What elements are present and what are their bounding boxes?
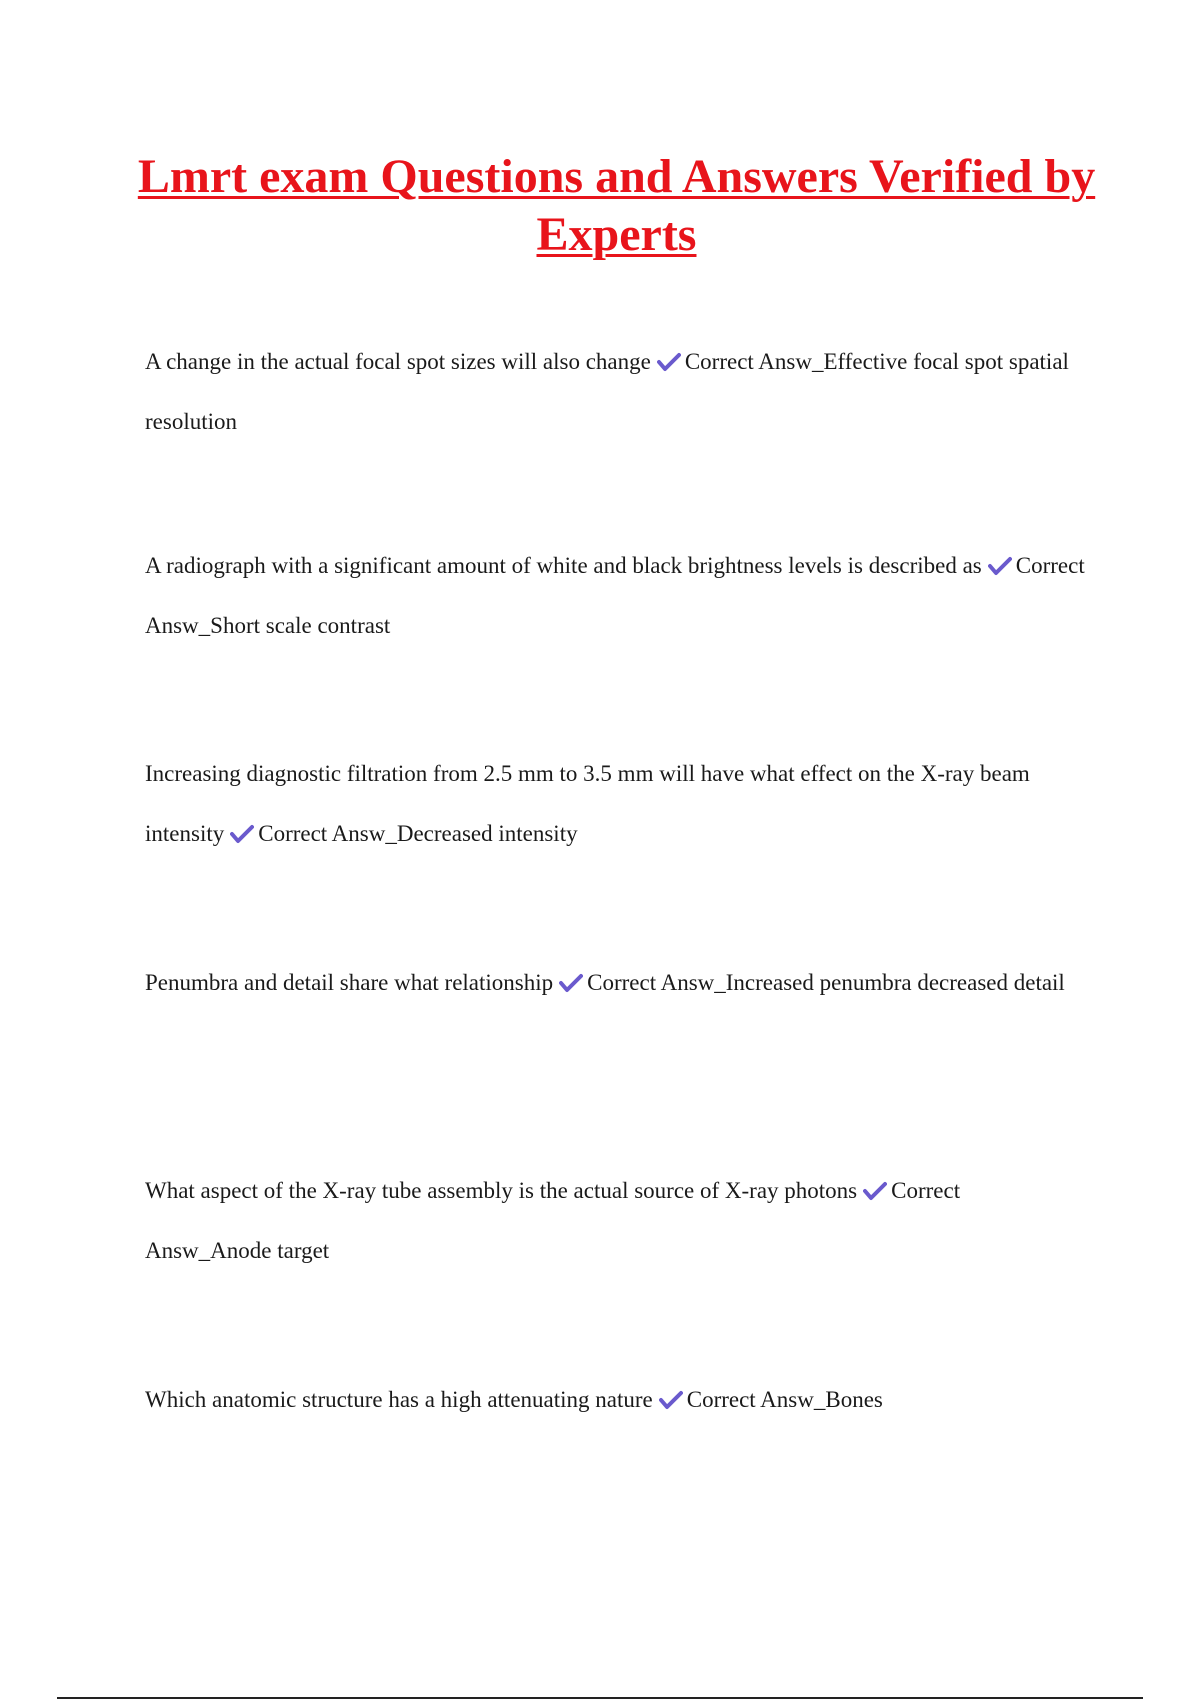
- qa-item: [145, 953, 1085, 1013]
- qa-item: [145, 536, 1085, 656]
- check-icon: [863, 1181, 887, 1201]
- qa-item: [145, 744, 1085, 864]
- check-icon: [657, 352, 681, 372]
- question-text: Increasing diagnostic filtration from 2.5 mm to 3.5 mm will have what effect on the X-ray beam intensity: [145, 761, 1030, 846]
- question-text: What aspect of the X-ray tube assembly is the actual source of X-ray photons: [145, 1178, 858, 1203]
- page-bottom-divider: [57, 1697, 1143, 1699]
- answer-text: Correct Answ_Bones: [686, 1387, 883, 1412]
- answer-text: Correct Answ_Increased penumbra decreased detail: [587, 970, 1065, 995]
- answer-text: Correct Answ_Anode target: [145, 1178, 961, 1263]
- check-icon: [230, 824, 254, 844]
- check-icon: [659, 1390, 683, 1410]
- qa-item: [145, 332, 1085, 452]
- check-icon: [988, 556, 1012, 576]
- check-icon: [559, 973, 583, 993]
- question-text: A radiograph with a significant amount of white and black brightness levels is described as: [145, 553, 982, 578]
- answer-text: Correct Answ_Short scale contrast: [145, 553, 1085, 638]
- document-title: Lmrt exam Questions and Answers Verified by Experts: [137, 150, 1096, 261]
- qa-item: [145, 1161, 1085, 1281]
- question-text: Penumbra and detail share what relationship: [145, 970, 554, 995]
- qa-item: [145, 1370, 1085, 1430]
- question-text: Which anatomic structure has a high attenuating nature: [145, 1387, 653, 1412]
- answer-text: Correct Answ_Effective focal spot spatial resolution: [145, 349, 1069, 434]
- answer-text: Correct Answ_Decreased intensity: [258, 821, 578, 846]
- question-text: A change in the actual focal spot sizes will also change: [145, 349, 651, 374]
